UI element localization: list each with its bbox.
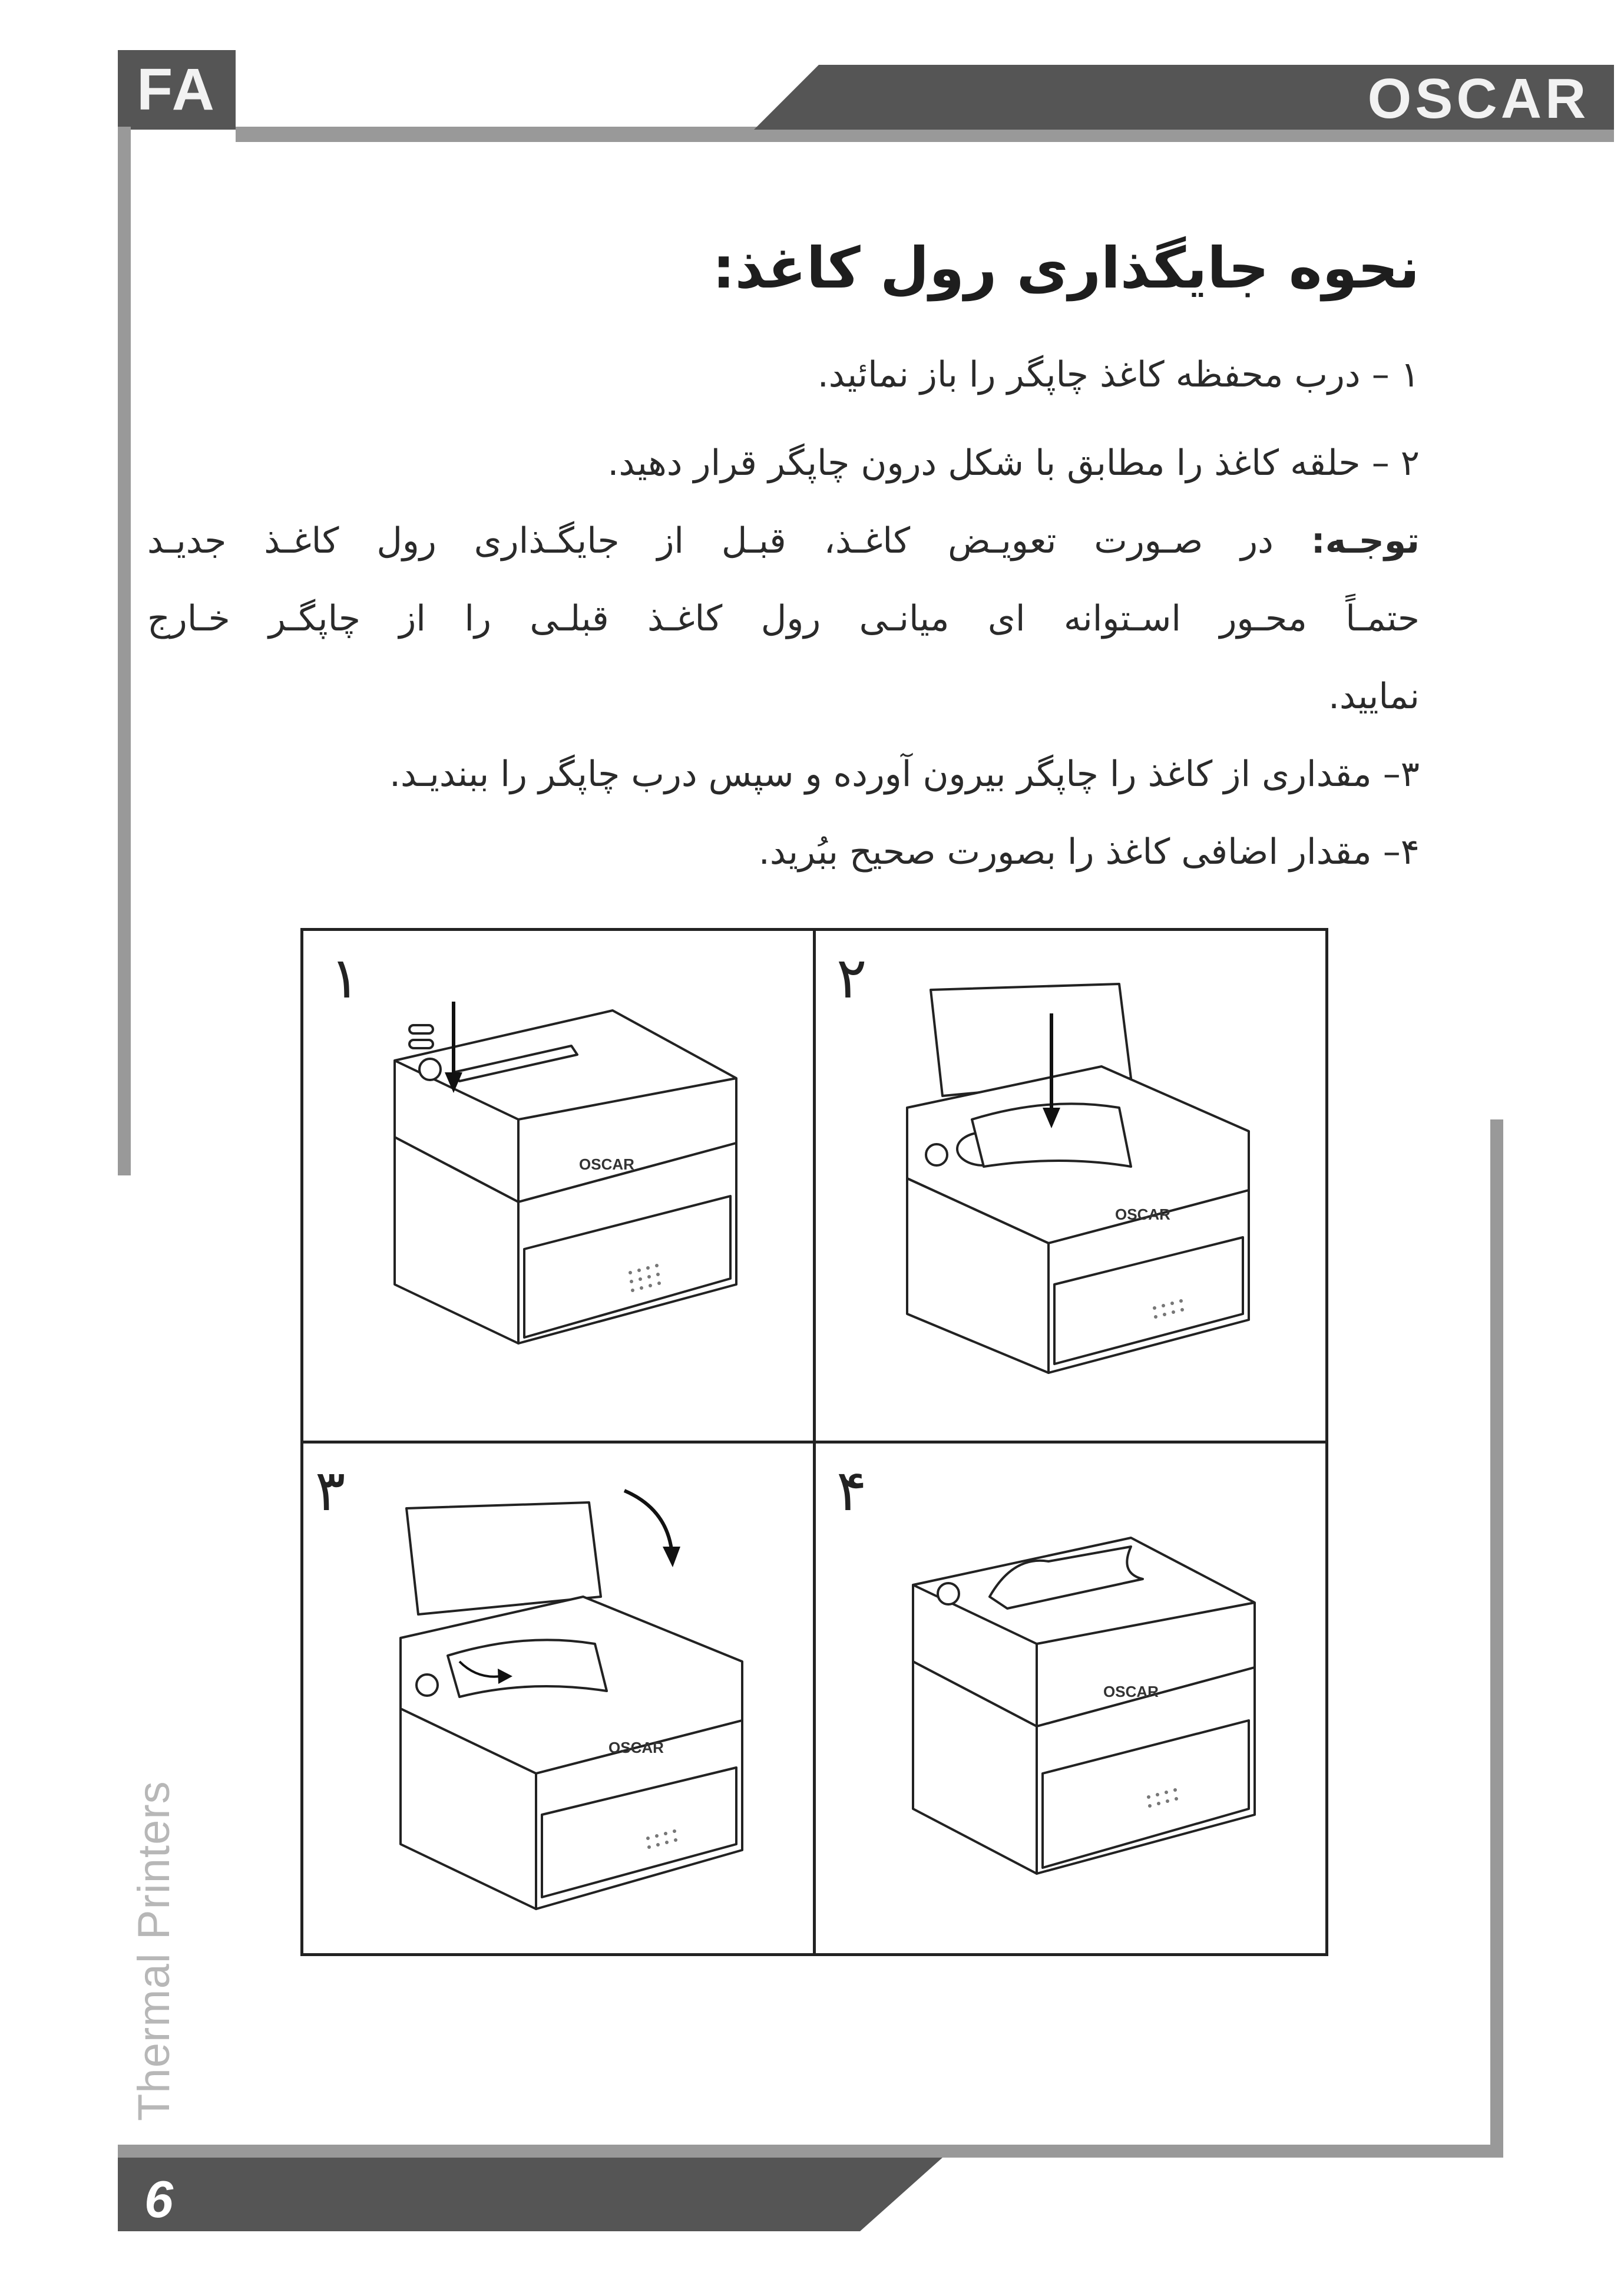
step-3: ۳– مقداری از کاغذ را چاپگر بیرون آورده و سپس درب چاپگر را ببندیـد. [389,754,1420,795]
side-label: Thermal Printers [129,1781,179,2121]
footer-banner [118,2158,942,2231]
step-4: ۴– مقدار اضافی کاغذ را بصورت صحیح ببُرید. [758,831,1420,873]
printer-brand-2: OSCAR [1115,1205,1170,1223]
left-frame-bar [118,127,131,1175]
language-badge: FA [118,50,236,130]
step-1: ۱ – درب محفظه کاغذ چاپگر را باز نمائید. [817,354,1420,395]
instructions [147,224,1420,891]
brand-logo: OSCAR [1367,67,1590,130]
grid-divider-horizontal [300,1441,1328,1444]
printer-illustration-1 [377,990,754,1379]
panel-number-4: ۴ [836,1458,867,1524]
header-banner [754,65,1614,130]
step-2: ۲ – حلقه کاغذ را مطابق با شکل درون چاپگر قرار دهید. [607,442,1420,484]
note-line-3: نمایید. [1328,676,1420,717]
section-title: نحوه جایگذاری رول کاغذ: [712,235,1420,301]
page-number: 6 [144,2170,173,2228]
printer-illustration-2 [895,978,1272,1379]
panel-number-3: ۳ [315,1458,346,1524]
note-line-2: حتمـاً محـور اسـتوانه ای میانـی رول کاغـذ قبلـی را از چاپگـر خـارج [147,598,1420,639]
note-text-1: در صـورت تعویـض کاغـذ، قبـل از جایگـذاری رول کاغـذ جدیـد [147,520,1274,561]
printer-illustration-4 [895,1520,1272,1921]
note-line-1 [147,502,1420,580]
right-frame-bar [1490,1119,1503,2156]
note-label: توجـه: [1311,520,1420,561]
printer-illustration-3 [389,1485,766,1921]
printer-brand-3: OSCAR [608,1739,664,1756]
panel-number-2: ۲ [836,945,867,1011]
printer-brand-1: OSCAR [579,1155,634,1173]
printer-brand-4: OSCAR [1103,1683,1159,1700]
bottom-frame-bar [118,2145,1503,2158]
panel-number-1: ۱ [330,945,360,1011]
